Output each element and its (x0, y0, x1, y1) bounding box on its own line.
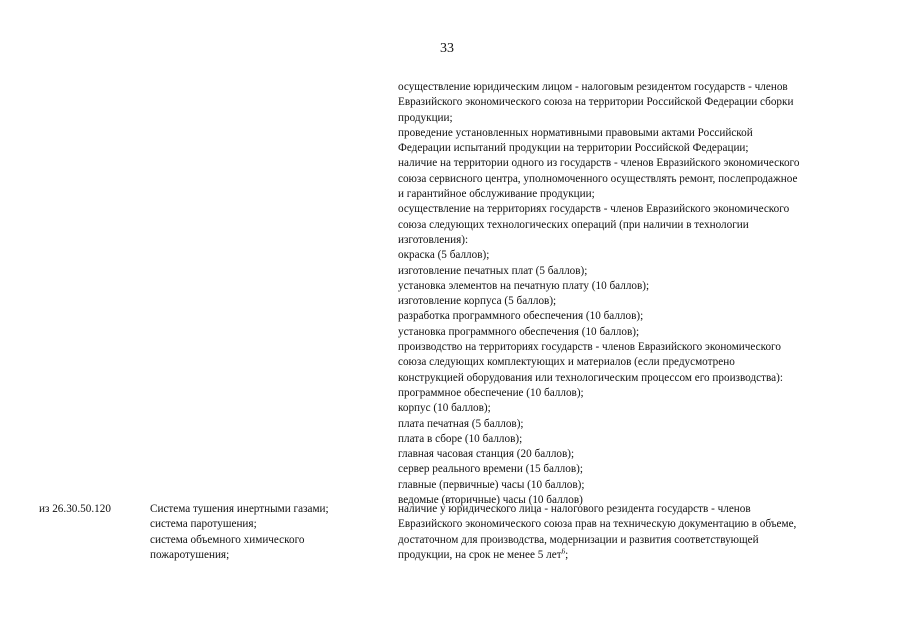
requirement-line: плата в сборе (10 баллов); (398, 432, 523, 445)
requirement-line: установка элементов на печатную плату (10 баллов); (398, 279, 650, 292)
page-number: 33 (440, 41, 454, 56)
requirement-line: союза сервисного центра, уполномоченного осуществлять ремонт, послепродажное (398, 172, 798, 185)
requirement-line: окраска (5 баллов); (398, 249, 490, 262)
requirement-line: проведение установленных нормативными правовыми актами Российской (398, 126, 753, 139)
requirement-line: сервер реального времени (15 баллов); (398, 463, 583, 476)
product-name-line: Система тушения инертными газами; (150, 503, 329, 515)
requirement-line: программное обеспечение (10 баллов); (398, 386, 584, 399)
requirement-line: союза следующих технологических операций (при наличии в технологии (398, 218, 749, 231)
requirement-line: плата печатная (5 баллов); (398, 417, 524, 430)
requirement-line: производство на территориях государств - членов Евразийского экономического (398, 341, 781, 354)
requirement-last-text: продукции, на срок не менее 5 лет (398, 548, 562, 561)
product-name-line: система объемного химического (150, 533, 305, 546)
requirement-line: наличие на территории одного из государств - членов Евразийского экономического (398, 157, 800, 170)
requirement-line: ведомые (вторичные) часы (10 баллов) (398, 494, 583, 507)
product-name-cell (150, 502, 365, 563)
requirement-line: главная часовая станция (20 баллов); (398, 448, 575, 461)
requirement-line: Евразийского экономического союза на территории Российской Федерации сборки (398, 96, 794, 109)
requirement-line: установка программного обеспечения (10 баллов); (398, 325, 640, 338)
requirements-text-block (398, 80, 873, 508)
requirement-line: конструкцией оборудования или технологическим процессом его производства): (398, 371, 783, 384)
requirement-line: изготовление печатных плат (5 баллов); (398, 264, 588, 277)
table-row (0, 502, 905, 582)
requirement-line: продукции; (398, 111, 453, 124)
requirement-line: Федерации испытаний продукции на территории Российской Федерации; (398, 142, 749, 155)
product-code: из 26.30.50.120 (39, 503, 111, 515)
requirement-line: осуществление на территориях государств - членов Евразийского экономического (398, 203, 790, 216)
requirement-line: Евразийского экономического союза прав на техническую документацию в объеме, (398, 518, 797, 531)
requirement-line: главные (первичные) часы (10 баллов); (398, 478, 585, 491)
requirement-line: союза следующих комплектующих и материалов (если предусмотрено (398, 356, 735, 369)
footnote-mark[interactable]: 6 (561, 547, 566, 556)
requirement-line: разработка программного обеспечения (10 баллов); (398, 310, 644, 323)
requirement-last-suffix: ; (565, 548, 569, 561)
requirement-line: осуществление юридическим лицом - налоговым резидентом государств - членов (398, 81, 788, 93)
requirement-line: наличие у юридического лица - налогового резидента государств - членов (398, 503, 751, 515)
requirement-line: изготовления): (398, 233, 469, 246)
requirement-line: изготовление корпуса (5 баллов); (398, 295, 557, 308)
requirement-line: достаточном для производства, модернизации и развития соответствующей (398, 533, 759, 546)
product-name-line: система паротушения; (150, 518, 257, 531)
requirement-line: и гарантийное обслуживание продукции; (398, 188, 595, 201)
requirement-last-line (398, 548, 873, 563)
product-name-line: пожаротушения; (150, 548, 230, 561)
requirement-cell (398, 502, 873, 563)
requirement-line: корпус (10 баллов); (398, 402, 491, 415)
